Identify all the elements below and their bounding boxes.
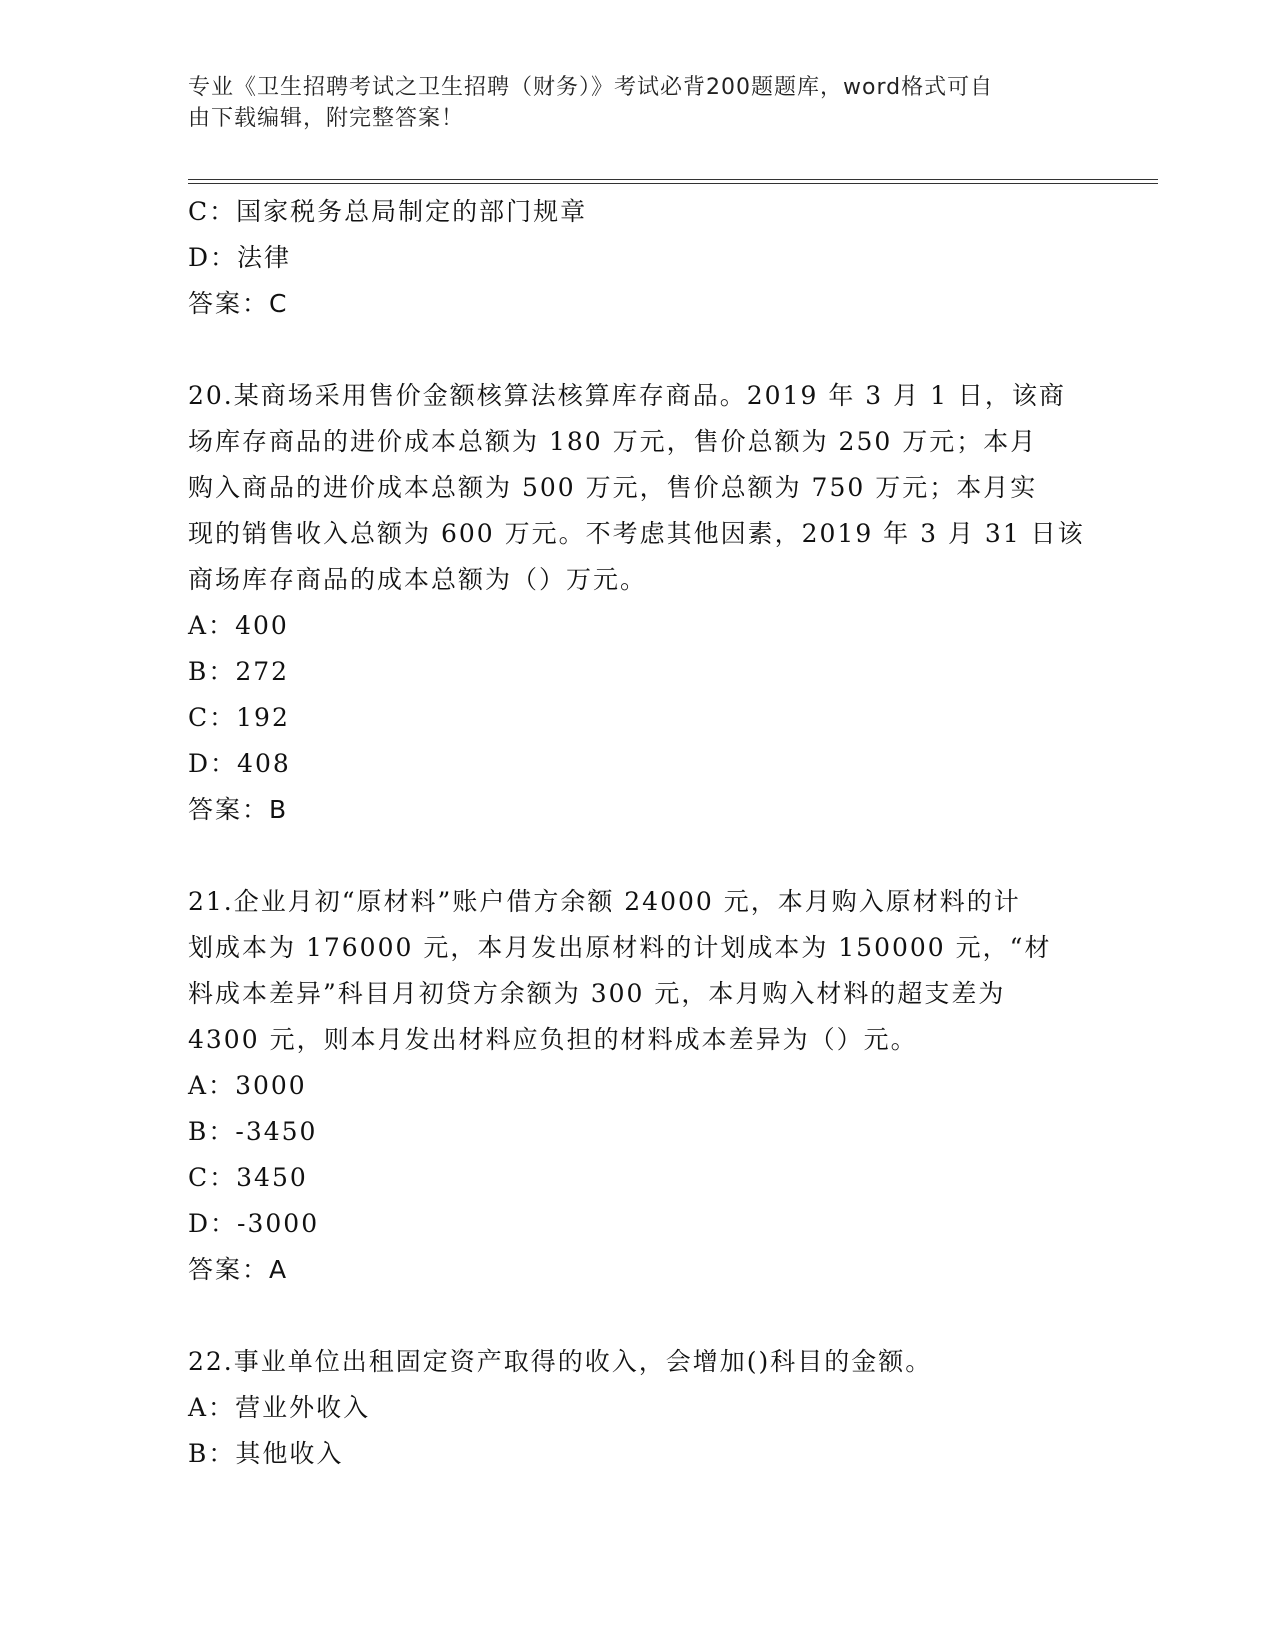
option-line bbox=[188, 1385, 1088, 1431]
spacer bbox=[188, 1293, 1088, 1339]
answer-line: 答案：B bbox=[188, 795, 289, 824]
option-text: 法律 bbox=[237, 243, 292, 272]
option-text: 192 bbox=[236, 703, 290, 732]
question-22 bbox=[188, 1339, 1088, 1477]
option-line bbox=[188, 603, 1088, 649]
option-line bbox=[188, 1063, 1088, 1109]
header-line-2: 由下载编辑，附完整答案！ bbox=[188, 106, 465, 131]
question-text-line: 4300 元，则本月发出材料应负担的材料成本差异为（）元。 bbox=[188, 1025, 918, 1054]
question-text-line: 料成本差异”科目月初贷方余额为 300 元，本月购入材料的超支差为 bbox=[188, 979, 1006, 1008]
question-text-line: 20.某商场采用售价金额核算法核算库存商品。2019 年 3 月 1 日，该商 bbox=[188, 381, 1066, 410]
spacer bbox=[188, 327, 1088, 373]
answer-line: 答案：A bbox=[188, 1255, 289, 1284]
option-text: -3000 bbox=[237, 1209, 320, 1238]
option-label: B： bbox=[188, 1117, 236, 1146]
option-label: D： bbox=[188, 1209, 238, 1238]
option-text: 3000 bbox=[235, 1071, 307, 1100]
option-line bbox=[188, 1431, 1088, 1477]
option-label: D： bbox=[188, 243, 238, 272]
option-line bbox=[188, 741, 1088, 787]
option-text: 营业外收入 bbox=[235, 1393, 371, 1422]
question-text-line: 22.事业单位出租固定资产取得的收入，会增加()科目的金额。 bbox=[188, 1347, 933, 1376]
option-label: C： bbox=[188, 1163, 237, 1192]
document-body bbox=[188, 189, 1088, 1477]
option-label: D： bbox=[188, 749, 238, 778]
question-20 bbox=[188, 373, 1088, 833]
header-rule-top bbox=[188, 179, 1158, 180]
option-label: C： bbox=[188, 703, 237, 732]
option-label: A： bbox=[188, 1393, 236, 1422]
option-text: -3450 bbox=[235, 1117, 318, 1146]
option-label: C： bbox=[188, 197, 237, 226]
option-text: 国家税务总局制定的部门规章 bbox=[236, 197, 588, 226]
header-line-1: 专业《卫生招聘考试之卫生招聘（财务）》考试必背200题题库，word格式可自 bbox=[188, 75, 994, 100]
option-label: B： bbox=[188, 657, 236, 686]
option-label: B： bbox=[188, 1439, 236, 1468]
question-text-line: 现的销售收入总额为 600 万元。不考虑其他因素，2019 年 3 月 31 日该 bbox=[188, 519, 1085, 548]
option-line bbox=[188, 235, 1088, 281]
option-label: A： bbox=[188, 611, 236, 640]
option-line bbox=[188, 695, 1088, 741]
spacer bbox=[188, 833, 1088, 879]
option-text: 400 bbox=[235, 611, 289, 640]
header-rule-bottom bbox=[188, 183, 1158, 184]
prev-question-tail bbox=[188, 189, 1088, 327]
question-text-line: 21.企业月初“原材料”账户借方余额 24000 元，本月购入原材料的计 bbox=[188, 887, 1021, 916]
question-text-line: 商场库存商品的成本总额为（）万元。 bbox=[188, 565, 648, 594]
question-21 bbox=[188, 879, 1088, 1293]
question-text-line: 购入商品的进价成本总额为 500 万元，售价总额为 750 万元；本月实 bbox=[188, 473, 1038, 502]
document-header bbox=[188, 72, 1068, 134]
option-line bbox=[188, 1201, 1088, 1247]
option-text: 408 bbox=[237, 749, 291, 778]
option-line bbox=[188, 1109, 1088, 1155]
option-label: A： bbox=[188, 1071, 236, 1100]
option-line bbox=[188, 189, 1088, 235]
option-line bbox=[188, 649, 1088, 695]
option-text: 3450 bbox=[236, 1163, 308, 1192]
answer-line: 答案：C bbox=[188, 289, 289, 318]
option-text: 其他收入 bbox=[235, 1439, 344, 1468]
option-text: 272 bbox=[235, 657, 290, 686]
question-text-line: 划成本为 176000 元，本月发出原材料的计划成本为 150000 元，“材 bbox=[188, 933, 1052, 962]
question-text-line: 场库存商品的进价成本总额为 180 万元，售价总额为 250 万元；本月 bbox=[188, 427, 1038, 456]
option-line bbox=[188, 1155, 1088, 1201]
